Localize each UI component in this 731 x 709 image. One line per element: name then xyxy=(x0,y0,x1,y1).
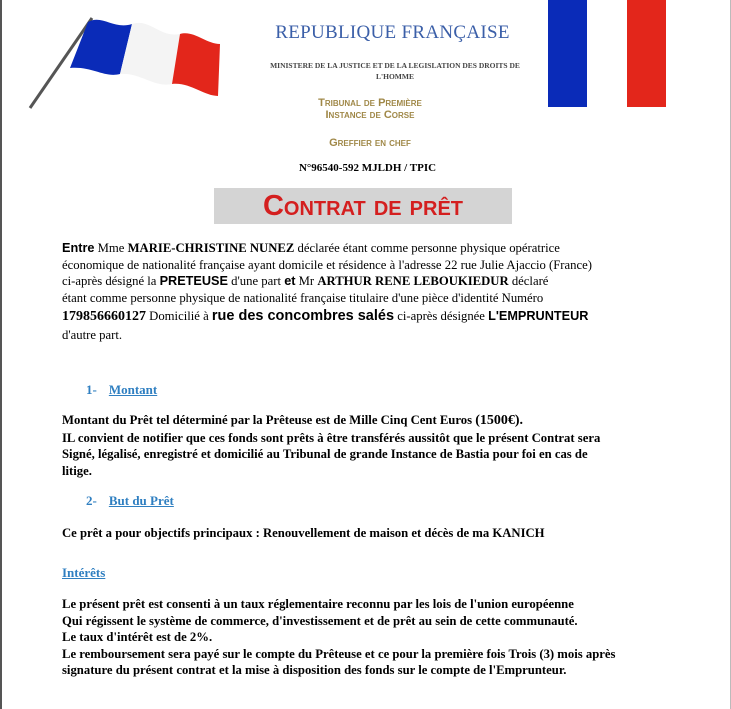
greffier-label: Greffier en chef xyxy=(329,137,411,149)
intro-declare: déclaré xyxy=(508,274,549,288)
interets-label: Intérêts xyxy=(62,565,106,580)
section-1-label: Montant xyxy=(108,382,158,397)
interets-line-2: Qui régissent le système de commerce, d'investissement et de prêt au sein de cette communauté. xyxy=(62,613,578,628)
section-1-number: 1- xyxy=(86,382,97,397)
lender-name: MARIE-CHRISTINE NUNEZ xyxy=(127,241,295,255)
but-line-1: Ce prêt a pour objectifs principaux : Renouvellement de maison et décès de ma KANICH xyxy=(62,526,545,540)
ministry-line-1: MINISTERE DE LA JUSTICE ET DE LA LEGISLATION DES DROITS DE xyxy=(270,61,520,70)
interets-line-5: signature du présent contrat et la mise à disposition des fonds sur le compte de l'Emprunteur. xyxy=(62,663,567,677)
republic-title: REPUBLIQUE FRANÇAISE xyxy=(275,22,510,43)
section-1-body xyxy=(62,412,674,479)
section-2-body xyxy=(62,525,674,542)
intro-entre: Entre xyxy=(62,241,95,255)
montant-line-3: Signé, légalisé, enregistré et domicilié au Tribunal de grande Instance de Bastia pour foi en cas de xyxy=(62,447,588,461)
section-1-heading xyxy=(86,382,157,398)
montant-line-1 xyxy=(62,412,674,430)
intro-dune-part: d'une part xyxy=(227,274,285,288)
intro-line-1 xyxy=(62,240,674,257)
montant-text: Montant du Prêt tel déterminé par la Prêteuse est de Mille Cinq Cent Euros xyxy=(62,413,476,427)
intro-line-6: d'autre part. xyxy=(62,328,123,342)
intro-designee: ci-après désignée xyxy=(394,309,489,323)
tribunal-line-1: Tribunal de Première xyxy=(318,97,422,109)
intro-line-1-rest: déclarée étant comme personne physique opératrice xyxy=(294,241,560,255)
borrower-name: ARTHUR RENE LEBOUKIEDUR xyxy=(317,274,509,288)
interets-line-3: Le taux d'intérêt est de 2%. xyxy=(62,630,213,644)
interets-body xyxy=(62,596,674,679)
intro-paragraph xyxy=(62,240,674,344)
intro-line-3-start: ci-après désigné la xyxy=(62,274,160,288)
ministry-name xyxy=(250,60,540,82)
flag-red-band xyxy=(627,0,666,107)
ministry-line-2: L'HOMME xyxy=(376,72,414,81)
intro-line-3 xyxy=(62,273,674,290)
section-2-label: But du Prêt xyxy=(108,493,174,508)
interets-line-1: Le présent prêt est consenti à un taux réglementaire reconnu par les lois de l'union européenne xyxy=(62,597,574,611)
montant-line-4: litige. xyxy=(62,463,92,478)
flag-white-band xyxy=(587,0,626,107)
intro-mme: Mme xyxy=(94,241,128,255)
intro-mr: Mr xyxy=(295,274,318,288)
interets-line-4: Le remboursement sera payé sur le compte du Prêteuse et ce pour la première fois Trois (3) mois après xyxy=(62,646,616,661)
page-left-border xyxy=(0,0,2,709)
id-number: 179856660127 xyxy=(62,309,146,324)
preteuse-label: PRETEUSE xyxy=(159,274,228,288)
reference-number: N°96540-592 MJLDH / TPIC xyxy=(298,162,437,174)
borrower-street: rue des concombres salés xyxy=(211,308,395,324)
french-flag-block xyxy=(548,0,666,107)
emprunteur-label: L'EMPRUNTEUR xyxy=(488,309,589,323)
interets-heading xyxy=(62,565,105,581)
french-flag-pole-image xyxy=(22,4,222,114)
section-2-number: 2- xyxy=(86,493,97,508)
montant-line-2: IL convient de notifier que ces fonds sont prêts à être transférés aussitôt que le présent Contrat sera xyxy=(62,430,601,445)
intro-line-5 xyxy=(62,306,674,327)
intro-line-4: étant comme personne physique de nationalité française titulaire d'une pièce d'identité Numéro xyxy=(62,290,544,305)
loan-amount: (1500€). xyxy=(475,413,524,428)
tribunal-name xyxy=(270,97,470,121)
intro-et: et xyxy=(284,274,296,288)
tribunal-line-2: Instance de Corse xyxy=(325,109,415,121)
flag-blue-band xyxy=(548,0,587,107)
intro-line-2: économique de nationalité française ayant domicile et résidence à l'adresse 22 rue Julie Ajaccio (France) xyxy=(62,257,592,272)
section-2-heading xyxy=(86,493,174,509)
contract-title: Contrat de prêt xyxy=(214,188,512,224)
intro-domicilie: Domicilié à xyxy=(146,309,212,323)
